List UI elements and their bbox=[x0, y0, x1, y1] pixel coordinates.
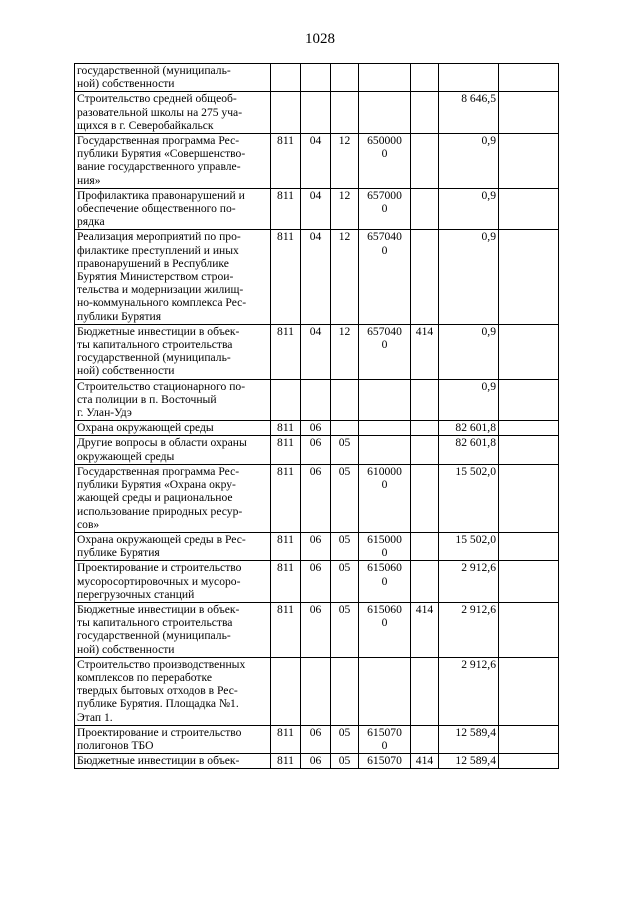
table-row bbox=[75, 464, 559, 532]
table-row bbox=[75, 532, 559, 560]
amount-cell-text: 0,9 bbox=[481, 188, 496, 202]
target-article-cell-text: 657040 0 bbox=[367, 324, 402, 352]
ministry-code-cell bbox=[271, 561, 301, 603]
expense-type-cell bbox=[411, 64, 439, 92]
section-code-cell-text: 04 bbox=[309, 134, 322, 148]
table-row bbox=[75, 188, 559, 230]
page-number: 1028 bbox=[305, 31, 335, 47]
table-row bbox=[75, 657, 559, 725]
subsection-code-cell bbox=[331, 657, 359, 725]
subsection-code-cell-text: 12 bbox=[338, 230, 351, 244]
ministry-code-cell bbox=[271, 532, 301, 560]
expense-type-cell-text: 414 bbox=[415, 754, 434, 768]
target-article-cell bbox=[359, 436, 411, 464]
subsection-code-cell-text: 12 bbox=[338, 188, 351, 202]
target-article-cell bbox=[359, 188, 411, 230]
ministry-code-cell-text: 811 bbox=[277, 532, 294, 546]
item-name-cell bbox=[75, 725, 271, 753]
section-code-cell bbox=[301, 561, 331, 603]
item-name-cell bbox=[75, 188, 271, 230]
expense-type-cell bbox=[411, 754, 439, 769]
amount-cell-text: 0,9 bbox=[481, 230, 496, 244]
amount-cell-text: 2 912,6 bbox=[461, 657, 496, 671]
amount-cell bbox=[439, 754, 499, 769]
section-code-cell-text: 06 bbox=[309, 725, 322, 739]
ministry-code-cell bbox=[271, 134, 301, 189]
item-name-cell-text: Строительство стационарного по- ста полиции в п. Восточный г. Улан-Удэ bbox=[77, 379, 246, 420]
item-name-cell-text: Реализация мероприятий по про- филактике преступлений и иных правонарушений в Республике Бурятия Министерством строи- тельства и модернизации жилищ- но-коммунального комплекса Рес- публики Бурятия bbox=[77, 230, 247, 323]
amount-cell-text: 82 601,8 bbox=[455, 421, 496, 435]
item-name-cell bbox=[75, 754, 271, 769]
amount-cell bbox=[439, 188, 499, 230]
section-code-cell bbox=[301, 602, 331, 657]
subsection-code-cell-text: 05 bbox=[338, 532, 351, 546]
section-code-cell bbox=[301, 754, 331, 769]
empty-cell bbox=[499, 134, 559, 189]
amount-cell bbox=[439, 230, 499, 324]
table-row bbox=[75, 421, 559, 436]
subsection-code-cell bbox=[331, 602, 359, 657]
item-name-cell bbox=[75, 464, 271, 532]
empty-cell bbox=[499, 657, 559, 725]
amount-cell bbox=[439, 421, 499, 436]
ministry-code-cell-text: 811 bbox=[277, 421, 294, 435]
table-row bbox=[75, 324, 559, 379]
ministry-code-cell-text: 811 bbox=[277, 725, 294, 739]
amount-cell-text: 15 502,0 bbox=[455, 464, 496, 478]
item-name-cell bbox=[75, 92, 271, 134]
amount-cell-text: 0,9 bbox=[481, 134, 496, 148]
item-name-cell-text: Государственная программа Рес- публики Бурятия «Совершенство- вание государственного управле- ния» bbox=[77, 134, 246, 187]
subsection-code-cell bbox=[331, 134, 359, 189]
empty-cell bbox=[499, 725, 559, 753]
ministry-code-cell-text: 811 bbox=[277, 230, 294, 244]
amount-cell bbox=[439, 92, 499, 134]
table-row bbox=[75, 64, 559, 92]
expense-type-cell bbox=[411, 230, 439, 324]
expense-type-cell bbox=[411, 92, 439, 134]
item-name-cell-text: Охрана окружающей среды bbox=[77, 421, 214, 435]
target-article-cell-text: 657040 0 bbox=[367, 230, 402, 257]
section-code-cell bbox=[301, 92, 331, 134]
subsection-code-cell bbox=[331, 561, 359, 603]
item-name-cell bbox=[75, 379, 271, 421]
subsection-code-cell-text: 12 bbox=[338, 324, 351, 338]
ministry-code-cell-text: 811 bbox=[277, 134, 294, 148]
ministry-code-cell-text: 811 bbox=[277, 561, 294, 575]
section-code-cell bbox=[301, 64, 331, 92]
item-name-cell-text: государственной (муниципаль- ной) собственности bbox=[77, 64, 231, 91]
budget-table bbox=[74, 63, 559, 769]
subsection-code-cell bbox=[331, 725, 359, 753]
target-article-cell bbox=[359, 464, 411, 532]
section-code-cell bbox=[301, 532, 331, 560]
empty-cell bbox=[499, 421, 559, 436]
ministry-code-cell bbox=[271, 230, 301, 324]
ministry-code-cell bbox=[271, 754, 301, 769]
amount-cell-text: 82 601,8 bbox=[455, 436, 496, 450]
target-article-cell bbox=[359, 134, 411, 189]
table-row bbox=[75, 561, 559, 603]
amount-cell-text: 0,9 bbox=[481, 379, 496, 393]
subsection-code-cell bbox=[331, 421, 359, 436]
subsection-code-cell-text: 05 bbox=[338, 725, 351, 739]
section-code-cell-text: 04 bbox=[309, 230, 322, 244]
amount-cell bbox=[439, 64, 499, 92]
expense-type-cell bbox=[411, 134, 439, 189]
ministry-code-cell bbox=[271, 324, 301, 379]
amount-cell bbox=[439, 464, 499, 532]
amount-cell bbox=[439, 725, 499, 753]
expense-type-cell bbox=[411, 421, 439, 436]
ministry-code-cell-text: 811 bbox=[277, 436, 294, 450]
amount-cell-text: 12 589,4 bbox=[455, 725, 496, 739]
item-name-cell bbox=[75, 602, 271, 657]
ministry-code-cell bbox=[271, 64, 301, 92]
ministry-code-cell bbox=[271, 725, 301, 753]
item-name-cell bbox=[75, 532, 271, 560]
empty-cell bbox=[499, 188, 559, 230]
amount-cell-text: 2 912,6 bbox=[461, 602, 496, 616]
target-article-cell-text: 650000 0 bbox=[367, 134, 402, 161]
empty-cell bbox=[499, 379, 559, 421]
section-code-cell bbox=[301, 421, 331, 436]
target-article-cell bbox=[359, 725, 411, 753]
item-name-cell-text: Проектирование и строительство мусоросортировочных и мусоро- перегрузочных станций bbox=[77, 561, 242, 601]
item-name-cell-text: Бюджетные инвестиции в объек- bbox=[77, 754, 240, 768]
expense-type-cell bbox=[411, 188, 439, 230]
subsection-code-cell-text: 12 bbox=[338, 134, 351, 148]
ministry-code-cell bbox=[271, 421, 301, 436]
expense-type-cell bbox=[411, 602, 439, 657]
section-code-cell bbox=[301, 725, 331, 753]
item-name-cell-text: Строительство производственных комплексов по переработке твердых бытовых отходов в Рес- публике Бурятия. Площадка №1. Этап 1. bbox=[77, 657, 246, 724]
expense-type-cell bbox=[411, 464, 439, 532]
ministry-code-cell bbox=[271, 464, 301, 532]
subsection-code-cell bbox=[331, 188, 359, 230]
target-article-cell-text: 610000 0 bbox=[367, 464, 402, 492]
section-code-cell bbox=[301, 464, 331, 532]
subsection-code-cell bbox=[331, 230, 359, 324]
expense-type-cell-text: 414 bbox=[415, 602, 434, 616]
amount-cell-text: 15 502,0 bbox=[455, 532, 496, 546]
table-row bbox=[75, 725, 559, 753]
table-row bbox=[75, 602, 559, 657]
amount-cell bbox=[439, 324, 499, 379]
subsection-code-cell bbox=[331, 436, 359, 464]
target-article-cell bbox=[359, 754, 411, 769]
target-article-cell bbox=[359, 602, 411, 657]
amount-cell bbox=[439, 436, 499, 464]
section-code-cell bbox=[301, 188, 331, 230]
target-article-cell-text: 615070 bbox=[367, 754, 402, 768]
target-article-cell-text: 657000 0 bbox=[367, 188, 402, 216]
empty-cell bbox=[499, 561, 559, 603]
item-name-cell bbox=[75, 561, 271, 603]
section-code-cell-text: 06 bbox=[309, 436, 322, 450]
table-row bbox=[75, 436, 559, 464]
section-code-cell-text: 04 bbox=[309, 324, 322, 338]
section-code-cell bbox=[301, 230, 331, 324]
subsection-code-cell bbox=[331, 532, 359, 560]
ministry-code-cell bbox=[271, 436, 301, 464]
subsection-code-cell-text: 05 bbox=[338, 754, 351, 768]
amount-cell bbox=[439, 657, 499, 725]
target-article-cell-text: 615060 0 bbox=[367, 602, 402, 630]
subsection-code-cell bbox=[331, 324, 359, 379]
item-name-cell bbox=[75, 657, 271, 725]
expense-type-cell-text: 414 bbox=[415, 324, 434, 338]
section-code-cell-text: 04 bbox=[309, 188, 322, 202]
subsection-code-cell bbox=[331, 64, 359, 92]
item-name-cell-text: Проектирование и строительство полигонов ТБО bbox=[77, 725, 242, 752]
amount-cell bbox=[439, 561, 499, 603]
subsection-code-cell-text: 05 bbox=[338, 602, 351, 616]
item-name-cell-text: Другие вопросы в области охраны окружающей среды bbox=[77, 436, 247, 463]
item-name-cell-text: Строительство средней общеоб- разовательной школы на 275 уча- щихся в г. Северобайкальск bbox=[77, 92, 243, 132]
expense-type-cell bbox=[411, 379, 439, 421]
section-code-cell-text: 06 bbox=[309, 754, 322, 768]
section-code-cell bbox=[301, 324, 331, 379]
item-name-cell bbox=[75, 230, 271, 324]
item-name-cell bbox=[75, 436, 271, 464]
subsection-code-cell-text: 05 bbox=[338, 561, 351, 575]
subsection-code-cell bbox=[331, 379, 359, 421]
subsection-code-cell bbox=[331, 464, 359, 532]
expense-type-cell bbox=[411, 532, 439, 560]
section-code-cell-text: 06 bbox=[309, 561, 322, 575]
expense-type-cell bbox=[411, 324, 439, 379]
amount-cell bbox=[439, 532, 499, 560]
item-name-cell-text: Бюджетные инвестиции в объек- ты капитального строительства государственной (муниципаль- ной) собственности bbox=[77, 602, 240, 656]
item-name-cell bbox=[75, 64, 271, 92]
ministry-code-cell bbox=[271, 92, 301, 134]
expense-type-cell bbox=[411, 436, 439, 464]
target-article-cell bbox=[359, 324, 411, 379]
subsection-code-cell-text: 05 bbox=[338, 436, 351, 450]
ministry-code-cell bbox=[271, 188, 301, 230]
amount-cell-text: 0,9 bbox=[481, 324, 496, 338]
target-article-cell bbox=[359, 421, 411, 436]
item-name-cell-text: Охрана окружающей среды в Рес- публике Бурятия bbox=[77, 532, 246, 560]
ministry-code-cell-text: 811 bbox=[277, 188, 294, 202]
ministry-code-cell bbox=[271, 379, 301, 421]
table-body bbox=[75, 64, 559, 769]
item-name-cell-text: Государственная программа Рес- публики Бурятия «Охрана окру- жающей среды и рациональное использование природных ресур- сов» bbox=[77, 464, 243, 531]
item-name-cell-text: Бюджетные инвестиции в объек- ты капитального строительства государственной (муниципаль- ной) собственности bbox=[77, 324, 240, 378]
section-code-cell bbox=[301, 134, 331, 189]
amount-cell bbox=[439, 379, 499, 421]
section-code-cell-text: 06 bbox=[309, 421, 322, 435]
section-code-cell bbox=[301, 379, 331, 421]
ministry-code-cell-text: 811 bbox=[277, 464, 294, 478]
amount-cell bbox=[439, 134, 499, 189]
empty-cell bbox=[499, 436, 559, 464]
table-row bbox=[75, 92, 559, 134]
subsection-code-cell bbox=[331, 754, 359, 769]
target-article-cell-text: 615060 0 bbox=[367, 561, 402, 588]
section-code-cell-text: 06 bbox=[309, 532, 322, 546]
target-article-cell bbox=[359, 230, 411, 324]
expense-type-cell bbox=[411, 725, 439, 753]
target-article-cell bbox=[359, 379, 411, 421]
amount-cell bbox=[439, 602, 499, 657]
item-name-cell bbox=[75, 421, 271, 436]
target-article-cell bbox=[359, 64, 411, 92]
target-article-cell bbox=[359, 92, 411, 134]
item-name-cell-text: Профилактика правонарушений и обеспечение общественного по- рядка bbox=[77, 188, 245, 229]
table-row bbox=[75, 754, 559, 769]
empty-cell bbox=[499, 92, 559, 134]
target-article-cell bbox=[359, 657, 411, 725]
target-article-cell bbox=[359, 561, 411, 603]
empty-cell bbox=[499, 64, 559, 92]
empty-cell bbox=[499, 464, 559, 532]
ministry-code-cell bbox=[271, 602, 301, 657]
amount-cell-text: 8 646,5 bbox=[461, 92, 496, 106]
ministry-code-cell bbox=[271, 657, 301, 725]
amount-cell-text: 2 912,6 bbox=[461, 561, 496, 575]
section-code-cell bbox=[301, 436, 331, 464]
section-code-cell bbox=[301, 657, 331, 725]
section-code-cell-text: 06 bbox=[309, 602, 322, 616]
table-row bbox=[75, 230, 559, 324]
section-code-cell-text: 06 bbox=[309, 464, 322, 478]
empty-cell bbox=[499, 230, 559, 324]
expense-type-cell bbox=[411, 561, 439, 603]
target-article-cell-text: 615000 0 bbox=[367, 532, 402, 560]
subsection-code-cell-text: 05 bbox=[338, 464, 351, 478]
subsection-code-cell bbox=[331, 92, 359, 134]
target-article-cell-text: 615070 0 bbox=[367, 725, 402, 752]
ministry-code-cell-text: 811 bbox=[277, 602, 294, 616]
expense-type-cell bbox=[411, 657, 439, 725]
empty-cell bbox=[499, 324, 559, 379]
empty-cell bbox=[499, 532, 559, 560]
ministry-code-cell-text: 811 bbox=[277, 754, 294, 768]
item-name-cell bbox=[75, 324, 271, 379]
amount-cell-text: 12 589,4 bbox=[455, 754, 496, 768]
table-row bbox=[75, 134, 559, 189]
ministry-code-cell-text: 811 bbox=[277, 324, 294, 338]
item-name-cell bbox=[75, 134, 271, 189]
empty-cell bbox=[499, 754, 559, 769]
empty-cell bbox=[499, 602, 559, 657]
target-article-cell bbox=[359, 532, 411, 560]
table-row bbox=[75, 379, 559, 421]
